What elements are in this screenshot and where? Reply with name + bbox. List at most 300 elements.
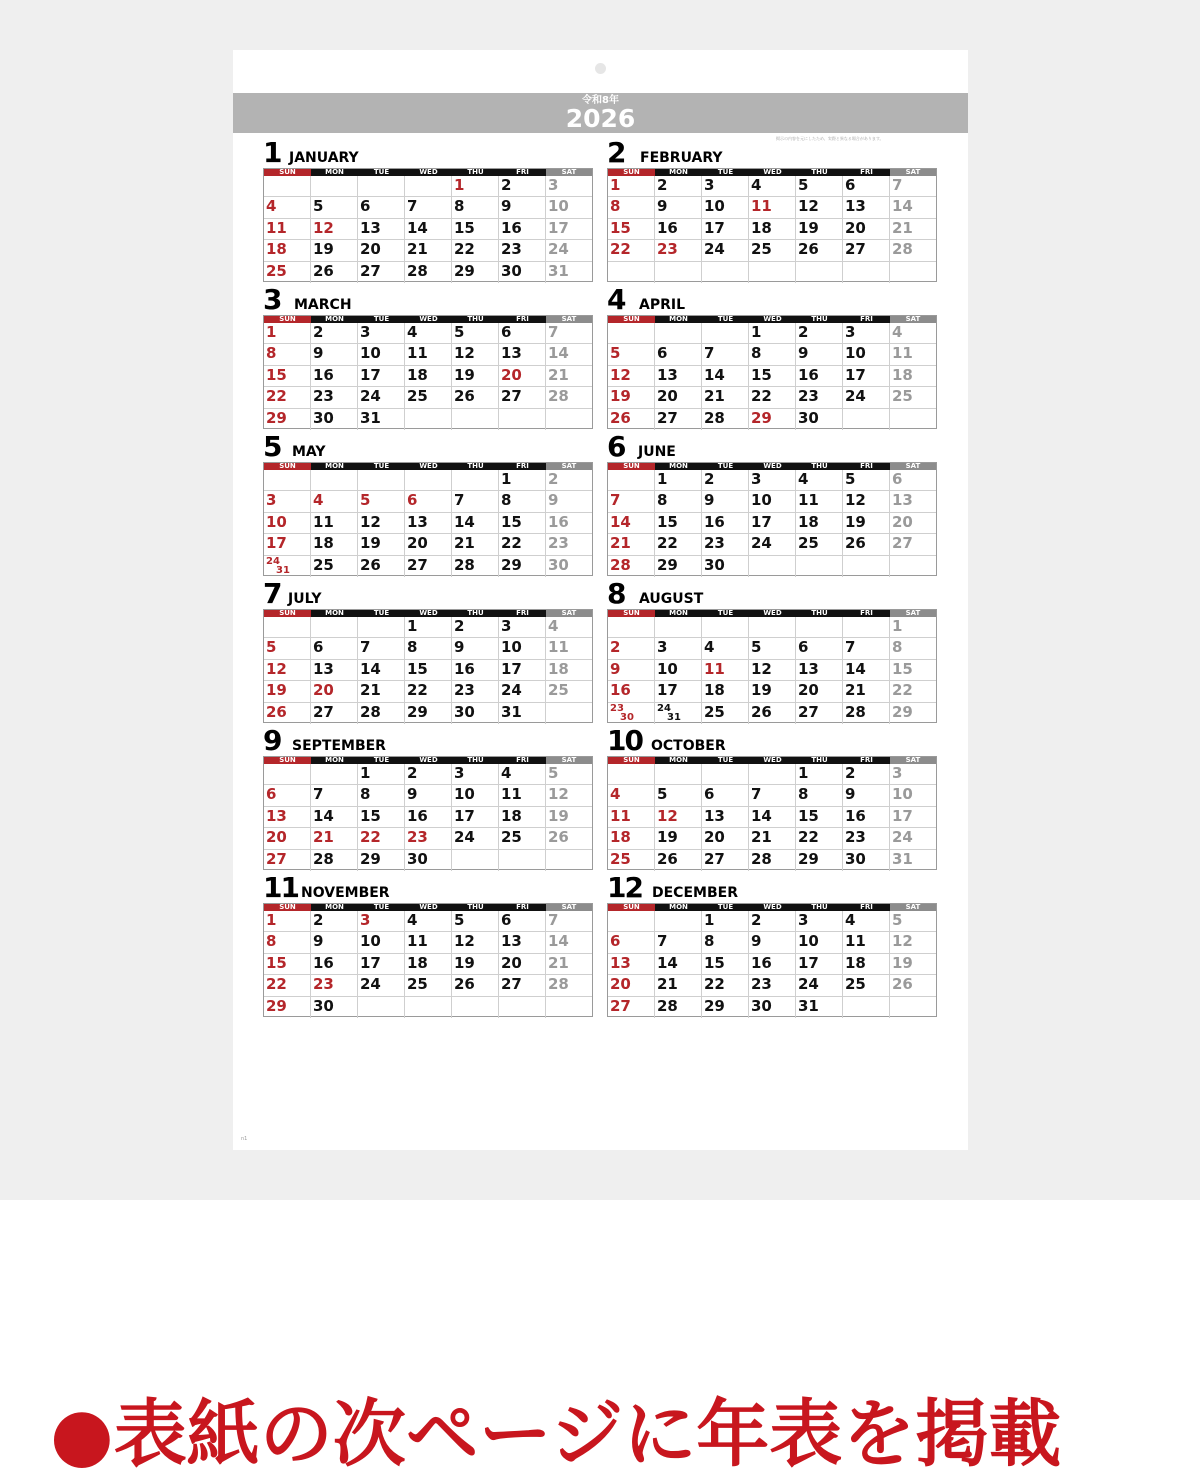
day-number: 11: [798, 491, 819, 510]
weekday-header: THU: [796, 904, 843, 911]
day-number: 12: [360, 512, 381, 531]
day-number: 29: [751, 408, 772, 427]
weekday-header: FRI: [499, 610, 546, 617]
day-number: 13: [704, 806, 725, 825]
day-number: 9: [313, 344, 324, 363]
day-number: 10: [360, 932, 381, 951]
day-number: 19: [313, 240, 334, 259]
day-number: 26: [313, 261, 334, 280]
day-number: 18: [751, 218, 772, 237]
day-cell: [608, 262, 655, 283]
day-number: 23: [501, 240, 522, 259]
day-number: 18: [313, 534, 334, 553]
day-cell: [702, 617, 749, 638]
weekday-header: SUN: [264, 169, 311, 176]
day-number: 6: [892, 470, 903, 488]
day-number: 18: [845, 953, 866, 972]
day-number: 11: [266, 218, 287, 237]
day-number: 14: [548, 344, 569, 363]
month-june: [607, 430, 938, 585]
month-number: 7: [263, 577, 281, 610]
day-number: 27: [610, 996, 631, 1015]
day-number: 12: [454, 932, 475, 951]
day-number: 12: [610, 365, 631, 384]
day-number: 2: [798, 323, 809, 341]
weekday-header: FRI: [499, 463, 546, 470]
day-number: 14: [751, 806, 772, 825]
day-number: 20: [657, 387, 678, 406]
day-cell: [843, 997, 890, 1018]
day-number: 4: [610, 785, 621, 804]
day-number: 27: [657, 408, 678, 427]
day-cell: [655, 617, 702, 638]
day-number: 1: [501, 470, 512, 488]
weekday-header: THU: [796, 610, 843, 617]
day-number: 16: [548, 512, 569, 531]
day-number: 28: [407, 261, 428, 280]
day-number: 31: [276, 564, 290, 576]
day-number: 24: [501, 681, 522, 700]
day-number: 7: [548, 911, 559, 929]
day-number: 26: [266, 702, 287, 721]
day-number: 9: [610, 659, 621, 678]
weekday-header: MON: [655, 610, 702, 617]
day-number: 12: [845, 491, 866, 510]
weekday-header: FRI: [843, 169, 890, 176]
day-number: 11: [501, 785, 522, 804]
day-number: 29: [501, 555, 522, 574]
day-number: 9: [845, 785, 856, 804]
day-number: 30: [501, 261, 522, 280]
day-number: 3: [360, 323, 371, 341]
weekday-header: WED: [749, 169, 796, 176]
day-number: 17: [704, 218, 725, 237]
day-number: 25: [407, 975, 428, 994]
day-number: 21: [454, 534, 475, 553]
day-number: 2: [548, 470, 559, 488]
day-number: 16: [407, 806, 428, 825]
day-cell: [405, 470, 452, 491]
day-number: 24: [751, 534, 772, 553]
day-number: 20: [501, 365, 522, 384]
day-number: 21: [610, 534, 631, 553]
day-number: 29: [657, 555, 678, 574]
day-number: 28: [704, 408, 725, 427]
day-cell: [264, 764, 311, 785]
day-cell: [264, 617, 311, 638]
month-grid: [607, 462, 937, 576]
weekday-header: SAT: [890, 316, 936, 323]
day-number: 2: [407, 764, 418, 782]
day-number: 23: [798, 387, 819, 406]
day-number: 28: [751, 849, 772, 868]
day-number: 11: [407, 344, 428, 363]
month-july: [263, 577, 594, 732]
day-number: 7: [548, 323, 559, 341]
day-number: 14: [892, 197, 913, 216]
day-cell: [546, 703, 592, 724]
month-number: 4: [607, 283, 625, 316]
day-number: 29: [266, 996, 287, 1015]
weekday-header: SAT: [890, 463, 936, 470]
day-number: 8: [407, 638, 418, 657]
day-cell: [311, 617, 358, 638]
day-number: 7: [704, 344, 715, 363]
month-september: [263, 724, 594, 879]
day-cell: [890, 262, 936, 283]
day-number: 10: [798, 932, 819, 951]
day-number: 9: [548, 491, 559, 510]
day-number: 28: [657, 996, 678, 1015]
day-number: 15: [407, 659, 428, 678]
month-grid: [607, 609, 937, 723]
day-cell: [608, 470, 655, 491]
day-number: 8: [454, 197, 465, 216]
day-number: 22: [266, 387, 287, 406]
day-number: 11: [610, 806, 631, 825]
day-number: 17: [798, 953, 819, 972]
month-grid: [607, 756, 937, 870]
month-name: JANUARY: [289, 150, 359, 166]
month-grid: [263, 462, 593, 576]
day-number: 9: [313, 932, 324, 951]
day-number: 29: [360, 849, 381, 868]
day-number: 10: [360, 344, 381, 363]
month-name: SEPTEMBER: [292, 738, 386, 754]
day-number: 17: [360, 365, 381, 384]
day-number: 8: [610, 197, 621, 216]
day-number: 11: [845, 932, 866, 951]
day-number: 5: [313, 197, 324, 216]
day-number: 19: [266, 681, 287, 700]
month-name: OCTOBER: [651, 738, 726, 754]
day-number: 24: [798, 975, 819, 994]
day-number: 31: [892, 849, 913, 868]
day-number: 9: [657, 197, 668, 216]
day-number: 29: [704, 996, 725, 1015]
month-number: 2: [607, 136, 625, 169]
year-banner: [233, 93, 968, 133]
day-number: 17: [657, 681, 678, 700]
day-number: 28: [610, 555, 631, 574]
day-number: 15: [501, 512, 522, 531]
day-number: 13: [798, 659, 819, 678]
day-cell: [655, 323, 702, 344]
day-number: 26: [892, 975, 913, 994]
day-number: 16: [610, 681, 631, 700]
day-number: 10: [704, 197, 725, 216]
weekday-header: SUN: [608, 610, 655, 617]
day-number: 29: [407, 702, 428, 721]
day-number: 19: [548, 806, 569, 825]
month-grid: [607, 168, 937, 282]
day-number: 28: [313, 849, 334, 868]
day-number: 4: [751, 176, 762, 194]
day-number: 25: [798, 534, 819, 553]
day-number: 25: [407, 387, 428, 406]
day-number: 20: [501, 953, 522, 972]
day-number: 7: [610, 491, 621, 510]
day-number: 1: [798, 764, 809, 782]
day-number: 11: [548, 638, 569, 657]
day-number: 25: [610, 849, 631, 868]
weekday-header: WED: [749, 904, 796, 911]
day-number: 12: [751, 659, 772, 678]
day-number: 12: [892, 932, 913, 951]
day-cell: [749, 764, 796, 785]
day-number: 11: [751, 197, 772, 216]
weekday-header: MON: [311, 463, 358, 470]
day-number: 8: [266, 344, 277, 363]
day-number: 10: [548, 197, 569, 216]
day-number: 30: [845, 849, 866, 868]
weekday-header: SUN: [608, 904, 655, 911]
day-number: 19: [657, 828, 678, 847]
weekday-header: SAT: [546, 463, 592, 470]
weekday-header: MON: [655, 316, 702, 323]
day-number: 28: [548, 975, 569, 994]
day-number: 14: [313, 806, 334, 825]
day-cell: [546, 409, 592, 430]
weekday-header: WED: [405, 757, 452, 764]
day-number: 28: [548, 387, 569, 406]
weekday-header: FRI: [843, 316, 890, 323]
day-number: 26: [845, 534, 866, 553]
day-number: 14: [704, 365, 725, 384]
day-number: 19: [892, 953, 913, 972]
disclaimer-note: 掲示の内容を元にしたため、実際と異なる場合があります。: [776, 136, 884, 141]
day-cell: [452, 997, 499, 1018]
day-number: 6: [501, 323, 512, 341]
day-number: 26: [454, 387, 475, 406]
weekday-header: SAT: [890, 757, 936, 764]
day-number: 11: [892, 344, 913, 363]
day-number: 8: [892, 638, 903, 657]
month-number: 6: [607, 430, 625, 463]
day-number: 3: [266, 491, 277, 510]
day-number: 21: [313, 828, 334, 847]
day-number: 2: [454, 617, 465, 635]
day-cell: [749, 556, 796, 577]
day-number: 17: [501, 659, 522, 678]
day-number: 27: [501, 975, 522, 994]
day-number: 5: [845, 470, 856, 488]
day-cell: [796, 617, 843, 638]
day-number: 16: [313, 365, 334, 384]
day-number: 4: [266, 197, 277, 216]
day-number: 2: [845, 764, 856, 782]
month-grid: [263, 315, 593, 429]
day-number: 29: [798, 849, 819, 868]
month-number: 5: [263, 430, 281, 463]
month-november: [263, 871, 594, 1026]
day-cell: [655, 911, 702, 932]
day-number: 26: [360, 555, 381, 574]
day-number: 18: [892, 365, 913, 384]
day-number: 19: [360, 534, 381, 553]
day-number: 23: [454, 681, 475, 700]
weekday-header: TUE: [702, 463, 749, 470]
weekday-header: WED: [405, 316, 452, 323]
day-number: 7: [360, 638, 371, 657]
day-number: 18: [548, 659, 569, 678]
day-number: 15: [610, 218, 631, 237]
day-number: 16: [657, 218, 678, 237]
day-number: 17: [892, 806, 913, 825]
weekday-header: MON: [655, 169, 702, 176]
day-cell: [358, 176, 405, 197]
weekday-header: TUE: [702, 316, 749, 323]
month-december: [607, 871, 938, 1026]
day-number: 19: [845, 512, 866, 531]
day-number: 13: [501, 344, 522, 363]
day-number: 16: [798, 365, 819, 384]
day-number: 30: [407, 849, 428, 868]
day-number: 13: [892, 491, 913, 510]
day-number: 15: [798, 806, 819, 825]
day-cell: [796, 262, 843, 283]
day-number: 16: [313, 953, 334, 972]
weekday-header: TUE: [358, 904, 405, 911]
day-number: 5: [266, 638, 277, 657]
day-cell: [358, 617, 405, 638]
day-number: 3: [892, 764, 903, 782]
day-number: 23: [845, 828, 866, 847]
month-march: [263, 283, 594, 438]
day-cell: [749, 617, 796, 638]
day-number: 17: [845, 365, 866, 384]
day-number: 25: [313, 555, 334, 574]
day-number: 29: [454, 261, 475, 280]
day-number: 22: [657, 534, 678, 553]
day-number: 10: [657, 659, 678, 678]
day-number: 7: [751, 785, 762, 804]
weekday-header: THU: [452, 316, 499, 323]
day-number: 16: [454, 659, 475, 678]
day-number: 16: [751, 953, 772, 972]
day-number: 6: [610, 932, 621, 951]
day-cell: [405, 409, 452, 430]
day-cell: [452, 470, 499, 491]
hanging-hole: [595, 63, 606, 74]
day-number: 28: [360, 702, 381, 721]
day-number: 3: [845, 323, 856, 341]
month-name: NOVEMBER: [301, 885, 390, 901]
day-number: 1: [266, 323, 277, 341]
day-number: 24: [845, 387, 866, 406]
day-number: 28: [845, 702, 866, 721]
month-january: [263, 136, 594, 291]
day-number: 14: [407, 218, 428, 237]
day-number: 5: [360, 491, 371, 510]
day-number: 1: [454, 176, 465, 194]
weekday-header: TUE: [702, 757, 749, 764]
weekday-header: THU: [452, 904, 499, 911]
day-cell: [843, 262, 890, 283]
day-cell: [608, 617, 655, 638]
day-number: 11: [407, 932, 428, 951]
day-cell: [843, 556, 890, 577]
day-number: 7: [657, 932, 668, 951]
day-number: 22: [454, 240, 475, 259]
day-number: 29: [892, 702, 913, 721]
month-name: APRIL: [639, 297, 686, 313]
day-number: 20: [266, 828, 287, 847]
day-number: 21: [892, 218, 913, 237]
weekday-header: TUE: [358, 610, 405, 617]
day-number: 1: [892, 617, 903, 635]
day-number: 22: [798, 828, 819, 847]
weekday-header: SUN: [608, 169, 655, 176]
day-number: 15: [360, 806, 381, 825]
day-number: 24: [892, 828, 913, 847]
day-number: 15: [892, 659, 913, 678]
day-number: 24: [704, 240, 725, 259]
day-number: 20: [610, 975, 631, 994]
day-number: 13: [845, 197, 866, 216]
day-number: 10: [845, 344, 866, 363]
day-number: 3: [360, 911, 371, 929]
day-number: 19: [454, 365, 475, 384]
month-number: 8: [607, 577, 625, 610]
day-number: 21: [360, 681, 381, 700]
day-number: 14: [360, 659, 381, 678]
day-number: 25: [548, 681, 569, 700]
month-grid: [263, 168, 593, 282]
day-number: 22: [704, 975, 725, 994]
month-number: 10: [607, 724, 642, 757]
day-number: 6: [798, 638, 809, 657]
day-cell: [546, 997, 592, 1018]
weekday-header: WED: [749, 316, 796, 323]
day-cell: [702, 764, 749, 785]
weekday-header: WED: [749, 610, 796, 617]
day-number: 19: [610, 387, 631, 406]
weekday-header: SAT: [890, 169, 936, 176]
day-number: 5: [610, 344, 621, 363]
day-number: 19: [751, 681, 772, 700]
day-number: 9: [454, 638, 465, 657]
day-number: 4: [704, 638, 715, 657]
weekday-header: WED: [405, 169, 452, 176]
month-august: [607, 577, 938, 732]
day-number: 7: [313, 785, 324, 804]
day-number: 26: [798, 240, 819, 259]
month-grid: [263, 609, 593, 723]
day-number: 30: [798, 408, 819, 427]
day-cell: [311, 470, 358, 491]
day-number: 27: [845, 240, 866, 259]
day-number: 2: [610, 638, 621, 657]
day-number: 9: [501, 197, 512, 216]
weekday-header: SUN: [264, 904, 311, 911]
day-number: 1: [407, 617, 418, 635]
day-number: 27: [313, 702, 334, 721]
day-cell: [264, 176, 311, 197]
day-number: 12: [548, 785, 569, 804]
day-cell: [796, 556, 843, 577]
day-number: 6: [845, 176, 856, 194]
day-number: 13: [501, 932, 522, 951]
day-number: 24: [454, 828, 475, 847]
day-number: 18: [407, 953, 428, 972]
day-cell: [890, 997, 936, 1018]
day-number: 6: [704, 785, 715, 804]
day-number: 5: [657, 785, 668, 804]
day-number: 17: [454, 806, 475, 825]
day-number: 4: [501, 764, 512, 782]
month-number: 11: [263, 871, 298, 904]
